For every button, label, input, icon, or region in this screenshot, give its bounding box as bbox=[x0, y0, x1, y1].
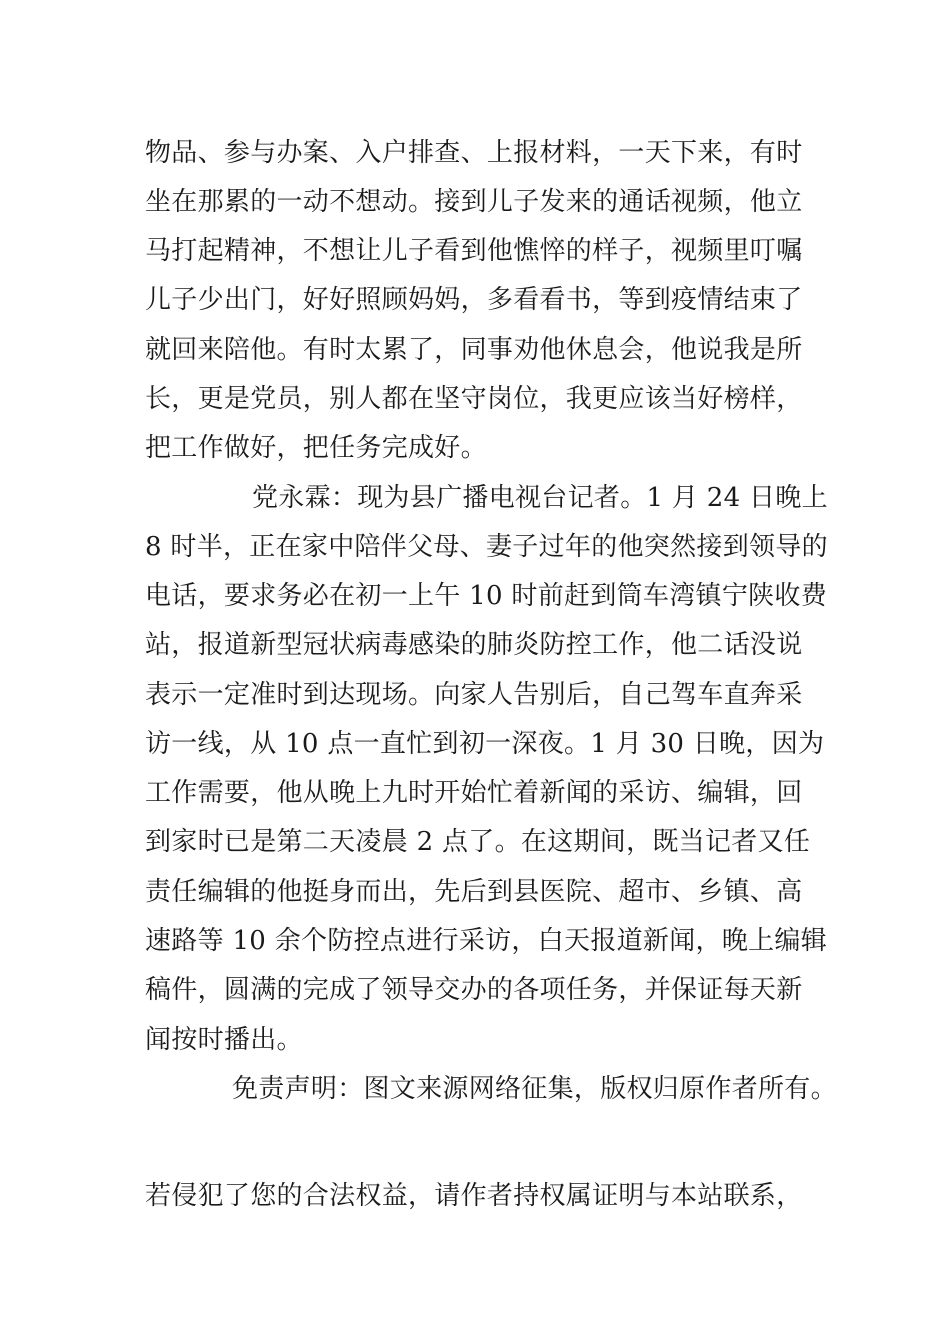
paragraph-line-2: 坐在那累的一动不想动。接到儿子发来的通话视频，他立 bbox=[145, 187, 803, 217]
paragraph-line-9: 8 时半，正在家中陪伴父母、妻子过年的他突然接到领导的 bbox=[145, 532, 828, 562]
paragraph-line-16: 责任编辑的他挺身而出，先后到县医院、超市、乡镇、高 bbox=[145, 877, 803, 907]
paragraph-line-1: 物品、参与办案、入户排查、上报材料，一天下来，有时 bbox=[145, 138, 803, 168]
disclaimer-line: 免责声明：图文来源网络征集，版权归原作者所有。 bbox=[232, 1074, 837, 1104]
copyright-notice-line: 若侵犯了您的合法权益，请作者持权属证明与本站联系， bbox=[145, 1181, 803, 1211]
paragraph-line-14: 工作需要，他从晚上九时开始忙着新闻的采访、编辑，回 bbox=[145, 778, 803, 808]
paragraph-line-3: 马打起精神，不想让儿子看到他憔悴的样子，视频里叮嘱 bbox=[145, 236, 803, 266]
paragraph-line-8: 党永霖：现为县广播电视台记者。1 月 24 日晚上 bbox=[252, 483, 828, 513]
paragraph-line-10: 电话，要求务必在初一上午 10 时前赶到筒车湾镇宁陕收费 bbox=[145, 581, 828, 611]
paragraph-line-19: 闻按时播出。 bbox=[145, 1025, 303, 1055]
paragraph-line-6: 长，更是党员，别人都在坚守岗位，我更应该当好榜样， bbox=[145, 384, 803, 414]
paragraph-line-7: 把工作做好，把任务完成好。 bbox=[145, 433, 487, 463]
paragraph-line-18: 稿件，圆满的完成了领导交办的各项任务，并保证每天新 bbox=[145, 975, 803, 1005]
paragraph-line-17: 速路等 10 余个防控点进行采访，白天报道新闻，晚上编辑 bbox=[145, 926, 828, 956]
paragraph-line-4: 儿子少出门，好好照顾妈妈，多看看书，等到疫情结束了 bbox=[145, 285, 803, 315]
paragraph-line-13: 访一线，从 10 点一直忙到初一深夜。1 月 30 日晚，因为 bbox=[145, 729, 825, 759]
paragraph-line-12: 表示一定准时到达现场。向家人告别后，自己驾车直奔采 bbox=[145, 680, 803, 710]
paragraph-line-11: 站，报道新型冠状病毒感染的肺炎防控工作，他二话没说 bbox=[145, 630, 803, 660]
paragraph-line-5: 就回来陪他。有时太累了，同事劝他休息会，他说我是所 bbox=[145, 335, 803, 365]
paragraph-line-15: 到家时已是第二天凌晨 2 点了。在这期间，既当记者又任 bbox=[145, 827, 811, 857]
